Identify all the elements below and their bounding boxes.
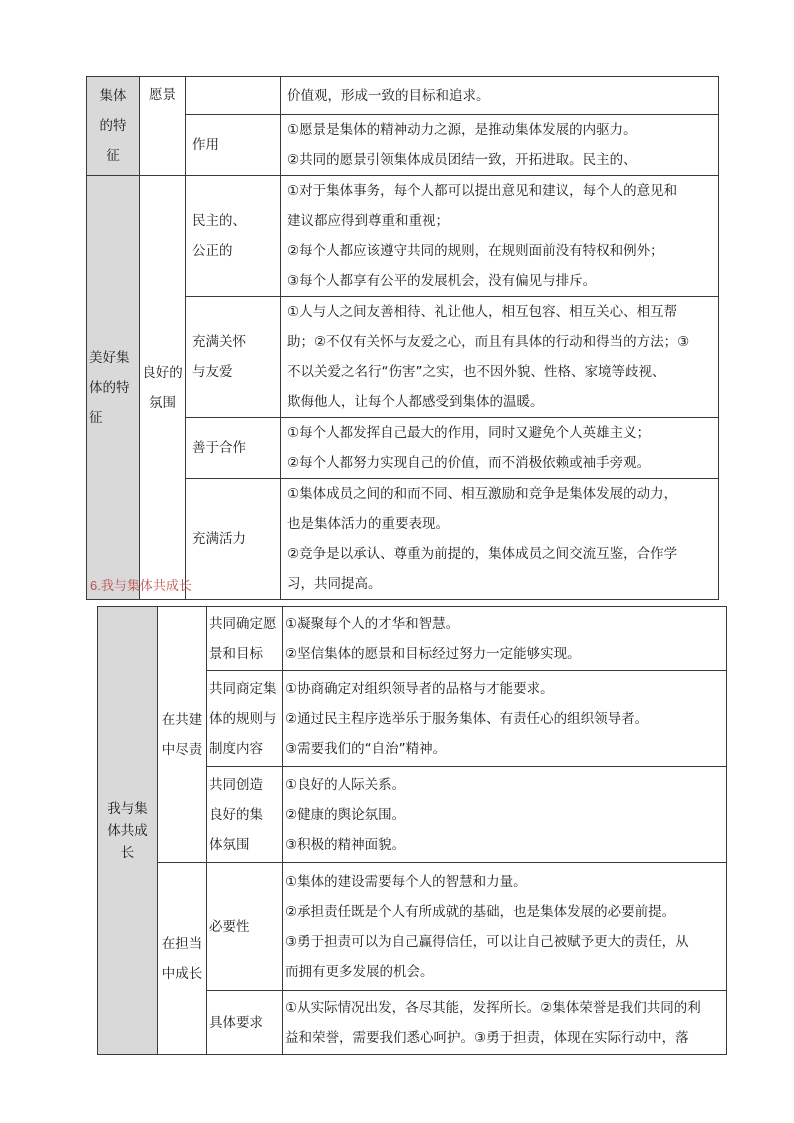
row-content: ①愿景是集体的精神动力之源，是推动集体发展的内驱力。 ②共同的愿景引领集体成员团结一致，开拓进取。民主的、 [281, 115, 719, 176]
row-content: ①集体成员之间的和而不同、相互激励和竞争是集体发展的动力， 也是集体活力的重要表现。 ②竞争是以承认、尊重为前提的，集体成员之间交流互鉴，合作学 习，共同提高。 [281, 479, 719, 600]
good-collective-features-label: 美好集 体的特 征 [87, 176, 140, 600]
row-content: ①集体的建设需要每个人的智慧和力量。 ②承担责任既是个人有所成就的基础，也是集体发展的必要前提。 ③勇于担责可以为自己赢得信任，可以让自己被赋予更大的责任，从 而拥有更多发展的机会。 [283, 863, 727, 991]
row-label-requirements: 具体要求 [207, 991, 283, 1055]
build-group-label: 在共建 中尽责 [158, 607, 207, 863]
grow-with-collective-table [97, 606, 727, 1055]
section-heading: 6.我与集体共成长 [90, 578, 192, 593]
row-content: ①每个人都发挥自己最大的作用，同时又避免个人英雄主义； ②每个人都努力实现自己的价值，而不消极依赖或袖手旁观。 [281, 418, 719, 479]
row-label-atmosphere: 共同创造 良好的集 体氛围 [207, 767, 283, 863]
row-content: ①凝聚每个人的才华和智慧。 ②坚信集体的愿景和目标经过努力一定能够实现。 [283, 607, 727, 671]
row-content: ①对于集体事务，每个人都可以提出意见和建议，每个人的意见和 建议都应得到尊重和重视； ②每个人都应该遵守共同的规则，在规则面前没有特权和例外； ③每个人都享有公平的发展机会，没有偏见与排斥。 [281, 176, 719, 297]
row-label-cooperation: 善于合作 [186, 418, 281, 479]
row-label-care: 充满关怀 与友爱 [186, 297, 281, 418]
row-content: ①人与人之间友善相待、礼让他人，相互包容、相互关心、相互帮 助；②不仅有关怀与友爱之心，而且有具体的行动和得当的方法；③ 不以关爱之名行“伤害”之实，也不因外貌、性格、家境等歧视、 欺侮他人，让每个人都感受到集体的温暖。 [281, 297, 719, 418]
responsibility-group-label: 在担当 中成长 [158, 863, 207, 1055]
row-label-rules: 共同商定集 体的规则与 制度内容 [207, 671, 283, 767]
row-label-function: 作用 [186, 115, 281, 176]
row-content: ①从实际情况出发，各尽其能，发挥所长。②集体荣誉是我们共同的利 益和荣誉，需要我们悉心呵护。③勇于担责，体现在实际行动中，落 [283, 991, 727, 1055]
good-atmosphere-label: 良好的 氛围 [140, 176, 186, 600]
row-label-democratic: 民主的、 公正的 [186, 176, 281, 297]
vision-label: 愿景 [140, 77, 186, 176]
grow-with-collective-label: 我与集 体共成 长 [98, 607, 158, 1055]
collective-features-table [86, 76, 719, 600]
row-content: ①良好的人际关系。 ②健康的舆论氛围。 ③积极的精神面貌。 [283, 767, 727, 863]
collective-features-label: 集体 的特 征 [87, 77, 140, 176]
row-label-vision-goals: 共同确定愿 景和目标 [207, 607, 283, 671]
row-content: ①协商确定对组织领导者的品格与才能要求。 ②通过民主程序选举乐于服务集体、有责任心的组织领导者。 ③需要我们的“自治”精神。 [283, 671, 727, 767]
row-label-vitality: 充满活力 [186, 479, 281, 600]
row-label [186, 77, 281, 115]
row-label-necessity: 必要性 [207, 863, 283, 991]
row-content: 价值观，形成一致的目标和追求。 [281, 77, 719, 115]
